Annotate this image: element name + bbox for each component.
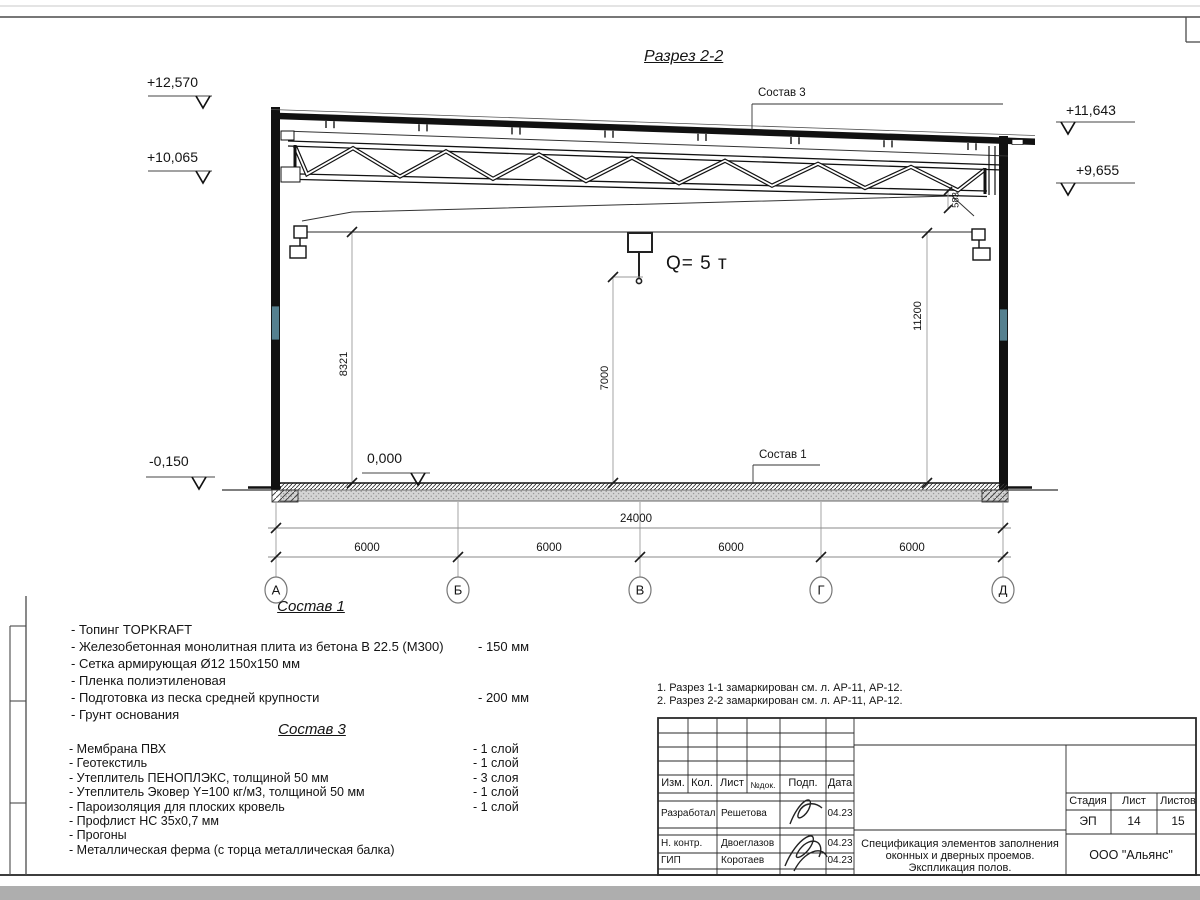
doc-title-line-3: Экспликация полов.	[908, 862, 1012, 874]
list-item: - Утеплитель ПЕНОПЛЭКС, толщиной 50 мм - 3 слоя	[69, 770, 519, 785]
floor-slab	[222, 483, 1058, 502]
footing-left	[272, 490, 298, 502]
list-item: - Подготовка из песка средней крупности - 200 мм	[71, 690, 530, 705]
elevation-arrow	[196, 171, 210, 183]
sostav1-list	[71, 622, 631, 724]
corbel-left	[290, 246, 306, 258]
doc-title-line-2: оконных и дверных проемов.	[885, 850, 1035, 862]
stamp-header-data: Дата	[827, 777, 853, 789]
list-item: - Сетка армирующая Ø12 150х150 мм	[71, 656, 301, 671]
axis-label-a: А	[271, 582, 281, 598]
axis-label-v: В	[635, 582, 645, 598]
crane-beam-left	[294, 226, 307, 238]
right-window	[1000, 309, 1008, 341]
list-item: - Грунт основания	[71, 707, 180, 722]
company-name: ООО "Альянс"	[1089, 848, 1173, 862]
footing-right	[982, 490, 1008, 502]
dim-beam-depth: 583	[950, 192, 962, 208]
list-item: - Топинг TOPKRAFT	[71, 622, 193, 637]
stamp-header-podp: Подп.	[788, 777, 818, 789]
list-item: - Профлист НС 35х0,7 мм	[69, 813, 219, 828]
dim-bay-4: 6000	[899, 542, 925, 554]
stamp-role-developer: Разработал	[661, 808, 716, 819]
stamp-header-list: Лист	[720, 777, 744, 789]
elevation-truss-left: +10,065	[147, 149, 198, 165]
stage-value: ЭП	[1079, 814, 1097, 828]
stamp-date-gip: 04.23	[827, 855, 853, 866]
list-item: - Пленка полиэтиленовая	[71, 673, 226, 688]
stage-label: Стадия	[1069, 795, 1107, 807]
elevation-arrow	[192, 477, 206, 489]
sheet-label: Лист	[1122, 795, 1146, 807]
sheet-number: 14	[1127, 814, 1141, 828]
stamp-date-developer: 04.23	[827, 808, 853, 819]
dim-total-span: 24000	[620, 513, 652, 525]
ceiling-line	[302, 196, 974, 221]
list-item: - Железобетонная монолитная плита из бетона В 22.5 (М300) - 150 мм	[71, 639, 530, 654]
note-1: 1. Разрез 1-1 замаркирован см. л. АР-11, АР-12.	[657, 682, 903, 694]
stamp-header-izm: Изм.	[661, 777, 685, 789]
signature-control	[785, 836, 827, 871]
stamp-name-developer: Решетова	[721, 808, 767, 819]
stamp-role-gip: ГИП	[661, 855, 681, 866]
doc-title-line-1: Спецификация элементов заполнения	[861, 838, 1059, 850]
list-item: - Утеплитель Эковер Y=100 кг/м3, толщиной 50 мм - 1 слой	[69, 785, 519, 800]
elevation-arrow	[1061, 183, 1075, 195]
left-column	[271, 107, 280, 490]
truss	[281, 131, 1002, 197]
stamp-date-ncontrol: 04.23	[827, 838, 853, 849]
list-item: - Прогоны	[69, 828, 127, 843]
building-section	[222, 107, 1058, 502]
stamp-header-kol: Кол.	[691, 777, 713, 789]
stamp-header-ndok: №док.	[750, 780, 776, 790]
stamp-name-gip: Коротаев	[721, 855, 765, 866]
roof-slab	[271, 113, 1035, 146]
dim-bay-3: 6000	[718, 542, 744, 554]
dim-crane-rail-height: 8321	[338, 351, 350, 377]
truss-bearing-bottom	[281, 167, 300, 182]
elevation-roof-right: +11,643	[1066, 102, 1116, 118]
sostav1-heading: Состав 1	[277, 598, 345, 615]
axis-label-b: Б	[453, 582, 463, 598]
corbel-right	[973, 248, 990, 260]
elevation-roof-left: +12,570	[147, 74, 198, 90]
sheets-label: Листов	[1160, 795, 1196, 807]
dim-clear-height: 11200	[912, 301, 924, 331]
list-item: - Геотекстиль - 1 слой	[69, 756, 519, 771]
list-item: - Пароизоляция для плоских кровель - 1 слой	[69, 799, 519, 814]
truss-bearing-top	[281, 131, 294, 140]
crane-beam-right	[972, 229, 985, 240]
list-item: - Металлическая ферма (с торца металлическая балка)	[69, 842, 395, 857]
signatures	[785, 800, 827, 871]
sostav3-list	[69, 742, 629, 857]
signature-developer	[790, 800, 822, 824]
elevation-ground: -0,150	[149, 453, 189, 469]
note-2: 2. Разрез 2-2 замаркирован см. л. АР-11, АР-12.	[657, 695, 903, 707]
axis-label-g: Г	[817, 582, 825, 598]
sostav3-heading: Состав 3	[278, 721, 346, 738]
sheets-total: 15	[1171, 814, 1185, 828]
dim-hook-height: 7000	[599, 365, 611, 391]
callout-roof-label: Состав 3	[758, 87, 806, 99]
list-item: - Мембрана ПВХ - 1 слой	[69, 742, 519, 756]
crane-hook	[628, 233, 652, 284]
stamp-role-ncontrol: Н. контр.	[661, 838, 703, 849]
elevation-arrow	[1061, 122, 1075, 134]
drawing-title: Разрез 2-2	[644, 48, 724, 65]
sheet-shadow-strip	[0, 886, 1200, 900]
elevation-arrow	[196, 96, 210, 108]
callout-floor-label: Состав 1	[759, 449, 807, 461]
elevation-truss-right: +9,655	[1076, 162, 1120, 178]
left-window	[272, 306, 280, 340]
dim-bay-1: 6000	[354, 542, 380, 554]
dim-bay-2: 6000	[536, 542, 562, 554]
elevation-floor: 0,000	[367, 450, 403, 466]
crane-capacity-label: Q= 5 т	[666, 253, 728, 274]
stamp-name-ncontrol: Двоеглазов	[721, 838, 775, 849]
axis-label-d: Д	[998, 582, 1008, 598]
